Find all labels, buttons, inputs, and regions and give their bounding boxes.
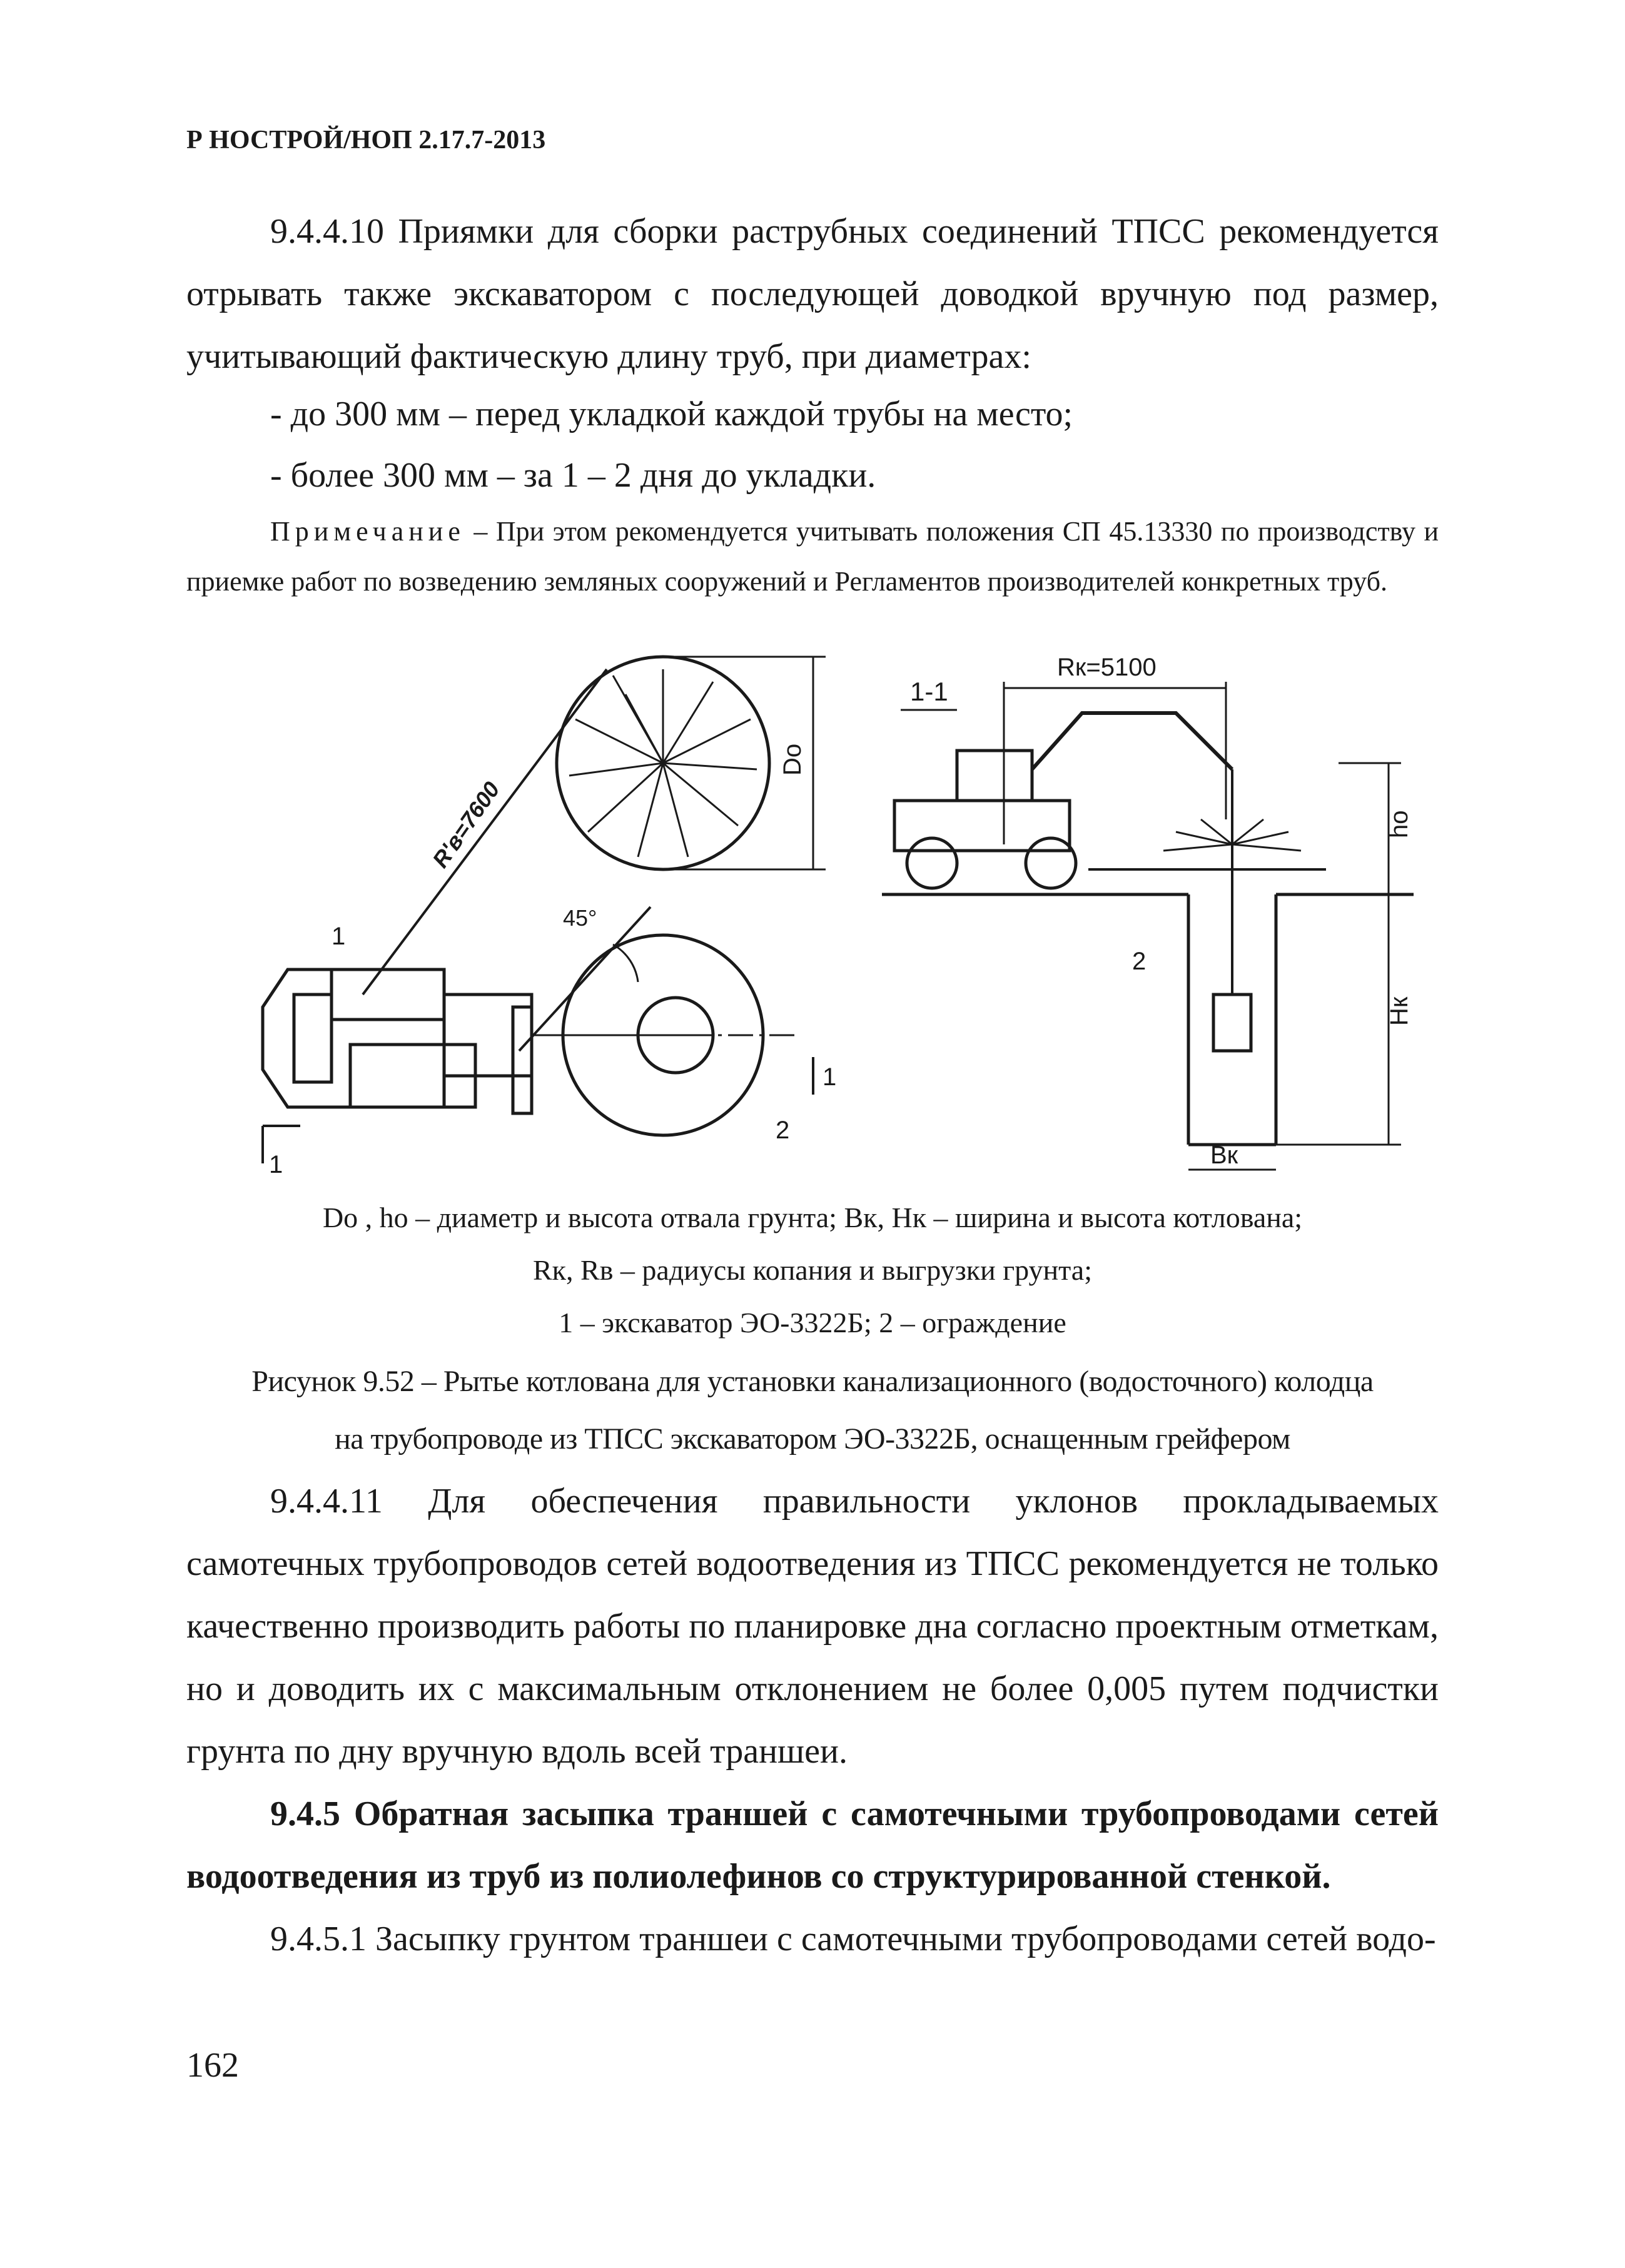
- figure-legend-line: 1 – экскаватор ЭО-3322Б; 2 – ограждение: [559, 1307, 1066, 1339]
- label-hk: Hк: [1385, 996, 1413, 1026]
- note-text: – При этом рекомендуется учитывать положения СП 45.13330 по производству и приемке работ по возведению земляных сооружений и Регламентов производителей конкретных труб.: [186, 516, 1439, 597]
- figure-title: на трубопроводе из ТПСС экскаватором ЭО-3322Б, оснащенным грейфером: [335, 1422, 1290, 1455]
- note: [186, 507, 1439, 607]
- label-section-mark: 1: [269, 1151, 283, 1178]
- excavation-figure: [238, 644, 1426, 1207]
- page-number: 162: [186, 2046, 239, 2085]
- figure-legend-line: Dо , hо – диаметр и высота отвала грунта; Bк, Hк – ширина и высота котлована;: [322, 1202, 1303, 1233]
- label-fence: 2: [1132, 948, 1147, 975]
- paragraph-9-4-4-11: 9.4.4.11 Для обеспечения правильности уклонов прокладываемых самотечных трубопроводов сетей водоотведения из ТПСС рекомендуется не только качественно производить работы по планировке дна согласно проектным отметкам, но и доводить их с максимальным отклонением не более 0,005 путем подчистки грунта по дну вручную вдоль всей траншеи.: [186, 1482, 1439, 1771]
- label-excavator: 1: [332, 923, 346, 950]
- label-ho: ho: [1385, 810, 1413, 838]
- label-section-mark: 1: [823, 1063, 837, 1091]
- paragraph-9-4-4-10: 9.4.4.10 Приямки для сборки раструбных соединений ТПСС рекомендуется отрывать также экскаватором с последующей доводкой вручную под размер, учитывающий фактическую длину труб, при диаметрах:: [186, 212, 1439, 376]
- label-bk: Bк: [1210, 1142, 1238, 1169]
- figure-title: Рисунок 9.52 – Рытье котлована для установки канализационного (водосточного) колодца: [251, 1365, 1374, 1398]
- label-rb: R'в=7600: [427, 777, 505, 873]
- figure-legend-line: Rк, Rв – радиусы копания и выгрузки грунта;: [532, 1254, 1092, 1286]
- label-do: Do: [779, 743, 806, 776]
- label-45: 45°: [563, 905, 597, 931]
- list-item: - более 300 мм – за 1 – 2 дня до укладки.: [270, 456, 876, 495]
- note-label: Примечание: [270, 516, 465, 547]
- list-item: - до 300 мм – перед укладкой каждой трубы на место;: [270, 395, 1073, 433]
- paragraph-9-4-5-1: 9.4.5.1 Засыпку грунтом траншеи с самотечными трубопроводами сетей водо-: [270, 1920, 1436, 1958]
- section-heading-9-4-5: 9.4.5 Обратная засыпка траншей с самотечными трубопроводами сетей водоотведения из труб из полиолефинов со структурированной стенкой.: [186, 1795, 1439, 1896]
- label-section: 1-1: [910, 677, 948, 706]
- label-rk: Rк=5100: [1057, 654, 1157, 681]
- excavator-plan: [263, 969, 688, 1113]
- spoil-heap-plan: [557, 657, 769, 869]
- label-fence: 2: [776, 1116, 790, 1144]
- excavator-side: [894, 713, 1326, 1051]
- running-header: Р НОСТРОЙ/НОП 2.17.7-2013: [186, 126, 546, 154]
